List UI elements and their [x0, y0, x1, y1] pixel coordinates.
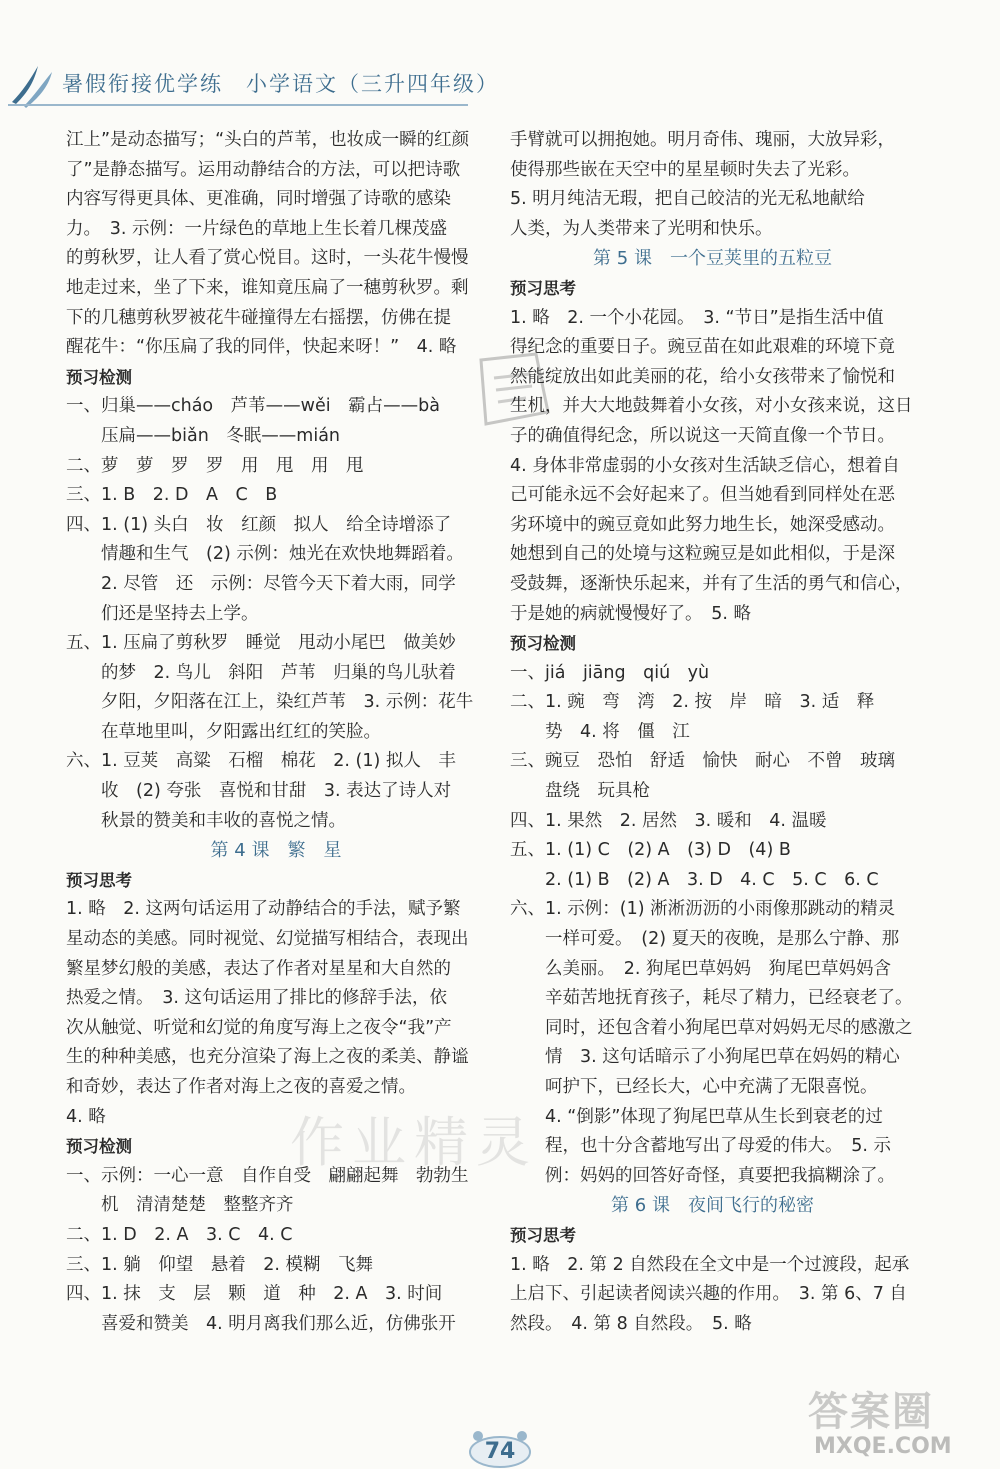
answer-line: 内容写得更具体、更准确，同时增强了诗歌的感染 — [66, 189, 451, 210]
answer-line: 机 清清楚楚 整整齐齐 — [66, 1195, 294, 1216]
answer-line: 同时，还包含着小狗尾巴草对妈妈无尽的感激之 — [510, 1017, 913, 1038]
answer-line: 五、1. (1) C (2) A (3) D (4) B — [510, 840, 791, 861]
answer-line: 六、1. 豆荚 高粱 石榴 棉花 2. (1) 拟人 丰 — [66, 751, 456, 772]
section-heading: 预习检测 — [66, 1137, 132, 1157]
answer-line: 1. 略 2. 一个小花园。 3. “节日”是指生活中值 — [510, 307, 884, 328]
answer-line: 然能绽放出如此美丽的花，给小女孩带来了愉悦和 — [510, 366, 895, 387]
answer-line: 收 (2) 夸张 喜悦和甘甜 3. 表达了诗人对 — [66, 781, 452, 802]
right-column — [510, 126, 915, 1339]
answer-line: 的剪秋罗，让人看了赏心悦目。这时，一头花牛慢慢 — [66, 248, 469, 269]
answer-line: 然段。 4. 第 8 自然段。 5. 略 — [510, 1313, 752, 1334]
answer-line: 星动态的美感。同时视觉、幻觉描写相结合，表现出 — [66, 929, 469, 950]
answer-line: 上启下、引起读者阅读兴趣的作用。 3. 第 6、7 自 — [510, 1284, 907, 1305]
answer-line: 夕阳，夕阳落在江上，染红芦苇 3. 示例：花牛 — [66, 692, 474, 713]
answer-line: 繁星梦幻般的美感，表达了作者对星星和大自然的 — [66, 958, 451, 979]
answer-line: 一、归巢——cháo 芦苇——wěi 霸占——bà — [66, 396, 440, 417]
answer-line: 例：妈妈的回答好奇怪，真要把我搞糊涂了。 — [510, 1165, 895, 1186]
answer-line: 2. 尽管 还 示例：尽管今天下着大雨，同学 — [66, 573, 456, 594]
answer-line: 呵护下，已经长大，心中充满了无限喜悦。 — [510, 1077, 878, 1097]
answer-line: 醒花牛：“你压扁了我的同伴，快起来呀！” 4. 略 — [66, 337, 457, 358]
answer-line: 盘绕 玩具枪 — [510, 781, 650, 802]
answer-line: 秋景的赞美和丰收的喜悦之情。 — [66, 810, 346, 831]
answer-line: 情 3. 这句话暗示了小狗尾巴草在妈妈的精心 — [510, 1047, 900, 1068]
answer-line: 她想到自己的处境与这粒豌豆是如此相似，于是深 — [510, 544, 895, 565]
answer-line: 四、1. 抹 支 层 颗 道 种 2. A 3. 时间 — [66, 1284, 443, 1305]
book-title: 暑假衔接优学练 小学语文（三升四年级） — [62, 72, 499, 96]
answer-line: 江上”是动态描写；“头白的芦苇，也妆成一瞬的红颜 — [66, 130, 470, 150]
answer-line: 程，也十分含蓄地写出了母爱的伟大。 5. 示 — [510, 1136, 892, 1157]
section-heading: 预习思考 — [510, 278, 576, 298]
answer-line: 己可能永远不会好起来了。但当她看到同样处在恶 — [510, 485, 895, 506]
page-number: 74 — [484, 1439, 516, 1464]
watermark: 作业精灵 — [290, 1111, 538, 1174]
answer-line: 4. 身体非常虚弱的小女孩对生活缺乏信心，想着自 — [510, 455, 900, 476]
answer-line: 1. 略 2. 这两句话运用了动静结合的手法，赋予繁 — [66, 899, 461, 920]
answer-line: 热爱之情。 3. 这句话运用了排比的修辞手法，依 — [66, 988, 448, 1009]
section-heading: 预习思考 — [66, 870, 132, 890]
lesson-title: 第 5 课 一个豆荚里的五粒豆 — [593, 248, 832, 270]
answer-line: 二、1. 豌 弯 湾 2. 按 岸 暗 3. 适 释 — [510, 692, 875, 713]
brand-name: 答案圈 — [808, 1389, 934, 1435]
section-heading: 预习思考 — [510, 1225, 576, 1245]
section-heading: 预习检测 — [66, 367, 132, 387]
answer-line: 一样可爱。 (2) 夏天的夜晚，是那么宁静、那 — [510, 929, 900, 950]
answer-line: 么美丽。 2. 狗尾巴草妈妈 狗尾巴草妈妈含 — [510, 958, 892, 979]
answer-line: 生的种种美感，也充分渲染了海上之夜的柔美、静谧 — [66, 1047, 469, 1068]
answer-line: 4. “倒影”体现了狗尾巴草从生长到衰老的过 — [510, 1106, 883, 1127]
answer-line: 的梦 2. 鸟儿 斜阳 芦苇 归巢的鸟儿驮着 — [66, 662, 456, 683]
answer-line: 在草地里叫，夕阳露出红红的笑脸。 — [66, 721, 381, 742]
answer-line: 二、萝 萝 罗 罗 用 甩 用 甩 — [66, 455, 364, 476]
answer-line: 三、1. B 2. D A C B — [66, 485, 278, 506]
header-divider — [8, 104, 468, 106]
answer-line: 2. (1) B (2) A 3. D 4. C 5. C 6. C — [510, 869, 879, 890]
lesson-title: 第 4 课 繁 星 — [210, 840, 342, 862]
answer-line: 五、1. 压扁了剪秋罗 睡觉 甩动小尾巴 做美妙 — [66, 633, 456, 654]
corner-brand-watermark — [808, 1376, 988, 1466]
answer-line: 辛茹苦地抚育孩子，耗尽了精力，已经衰老了。 — [510, 988, 913, 1009]
answer-line: 4. 略 — [66, 1106, 106, 1127]
answer-line: 和奇妙，表达了作者对海上之夜的喜爱之情。 — [66, 1077, 416, 1097]
answer-line: 三、豌豆 恐怕 舒适 愉快 耐心 不曾 玻璃 — [510, 751, 895, 772]
answer-line: 得纪念的重要日子。豌豆苗在如此艰难的环境下竟 — [510, 337, 895, 358]
answer-line: 势 4. 将 僵 江 — [510, 721, 690, 742]
answer-line: 手臂就可以拥抱她。明月奇伟、瑰丽，大放异彩， — [510, 130, 895, 150]
answer-line: 人类，为人类带来了光明和快乐。 — [510, 218, 773, 239]
answer-line: 四、1. (1) 头白 妆 红颜 拟人 给全诗增添了 — [66, 514, 452, 535]
answer-line: 受鼓舞，逐渐快乐起来，并有了生活的勇气和信心， — [510, 573, 913, 594]
brand-url: MXQE.COM — [814, 1434, 952, 1459]
leaf-swoosh-icon — [8, 62, 56, 110]
answer-line: 1. 略 2. 第 2 自然段在全文中是一个过渡段，起承 — [510, 1254, 910, 1275]
answer-line: 二、1. D 2. A 3. C 4. C — [66, 1224, 293, 1245]
page-header — [0, 0, 1000, 118]
answer-line: 下的几穗剪秋罗被花牛碰撞得左右摇摆，仿佛在提 — [66, 307, 451, 328]
answer-line: 喜爱和赞美 4. 明月离我们那么近，仿佛张开 — [66, 1313, 456, 1334]
answer-line: 劣环境中的豌豆竟如此努力地生长，她深受感动。 — [510, 514, 895, 535]
answer-line: 六、1. 示例：(1) 淅淅沥沥的小雨像那跳动的精灵 — [510, 899, 896, 920]
answer-line: 情趣和生气 (2) 示例：烛光在欢快地舞蹈着。 — [66, 544, 464, 565]
answer-line: 了”是静态描写。运用动静结合的方法，可以把诗歌 — [66, 159, 461, 180]
answer-line: 一、示例：一心一意 自作自受 翩翩起舞 勃勃生 — [66, 1165, 469, 1186]
answer-line: 力。 3. 示例：一片绿色的草地上生长着几棵茂盛 — [66, 218, 448, 239]
answer-line: 次从触觉、听觉和幻觉的角度写海上之夜令“我”产 — [66, 1017, 452, 1038]
answer-line: 三、1. 躺 仰望 悬着 2. 模糊 飞舞 — [66, 1254, 374, 1275]
answer-line: 地走过来，坐了下来，谁知竟压扁了一穗剪秋罗。剩 — [66, 277, 469, 298]
answer-line: 于是她的病就慢慢好了。 5. 略 — [510, 603, 752, 624]
answer-line: 子的确值得纪念，所以说这一天简直像一个节日。 — [510, 425, 895, 446]
section-heading: 预习检测 — [510, 634, 576, 654]
left-column — [66, 126, 486, 1339]
answer-line: 一、jiá jiāng qiú yù — [510, 662, 710, 683]
answer-line: 使得那些嵌在天空中的星星顿时失去了光彩。 — [510, 159, 860, 180]
answer-line: 5. 明月纯洁无瑕，把自己皎洁的光无私地献给 — [510, 189, 865, 210]
answer-line: 压扁——biǎn 冬眠——mián — [66, 425, 341, 446]
answer-line: 四、1. 果然 2. 居然 3. 暖和 4. 温暖 — [510, 810, 827, 831]
answer-line: 生机，并大大地鼓舞着小女孩，对小女孩来说，这日 — [510, 396, 913, 417]
lesson-title: 第 6 课 夜间飞行的秘密 — [611, 1195, 814, 1217]
answer-line: 们还是坚持去上学。 — [66, 603, 259, 624]
